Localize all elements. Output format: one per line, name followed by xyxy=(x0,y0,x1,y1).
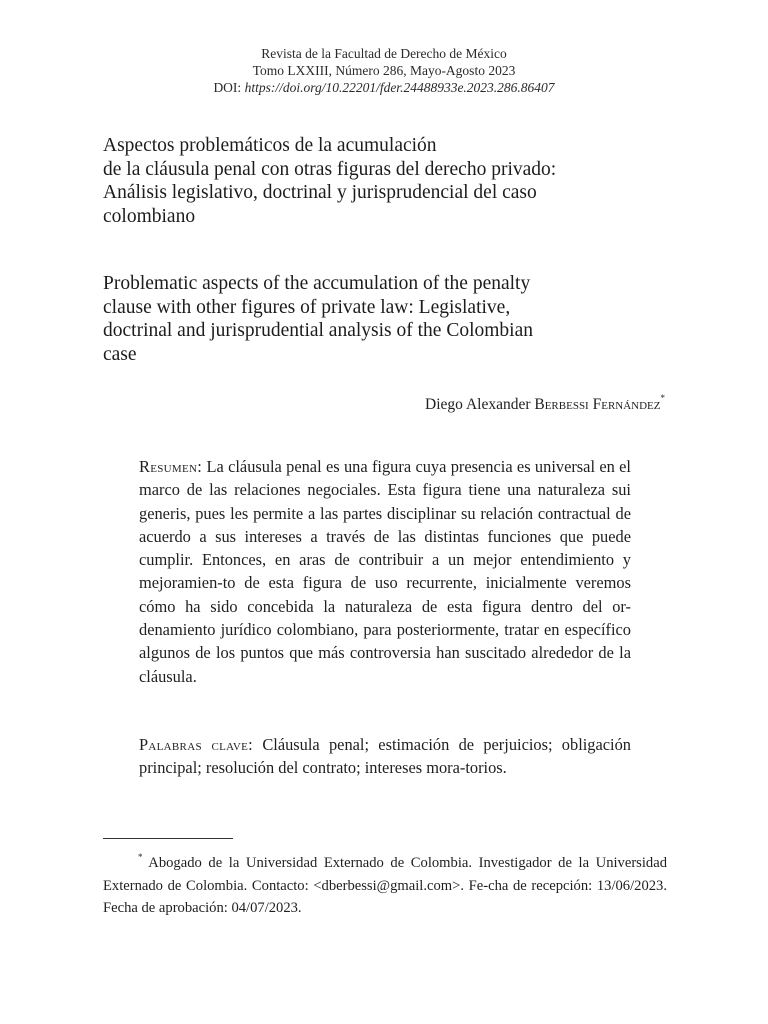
keywords-label: Palabras clave: xyxy=(139,735,254,754)
journal-header xyxy=(0,45,768,96)
title-es-line: colombiano xyxy=(103,205,196,227)
footnote-marker: * xyxy=(138,852,143,862)
title-english xyxy=(103,272,683,366)
abstract-text: La cláusula penal es una figura cuya presencia es universal en el marco de las relaciones negociales. Esta figura tiene una naturaleza sui generis, pues les permite a las partes disciplinar su relación contractual de acuerdo a sus intereses a través de las distintas funciones que puede cumplir. Entonces, en aras de contribuir a un mejor entendimiento y mejoramien-to de esta figura de uso recurrente, inicialmente veremos cómo ha sido concebida la naturaleza de esta figura dentro del or-denamiento jurídico colombiano, para posteriormente, tratar en específico algunos de los puntos que más controversia han suscitado alrededor de la cláusula. xyxy=(139,457,631,686)
doi-label: DOI: xyxy=(213,80,242,95)
title-en-line: clause with other figures of private law: Legislative, xyxy=(103,296,511,318)
title-en-line: Problematic aspects of the accumulation of the penalty xyxy=(103,273,531,294)
title-es-line: de la cláusula penal con otras figuras del derecho privado: xyxy=(103,158,557,180)
title-en-line: doctrinal and jurisprudential analysis of the Colombian xyxy=(103,320,533,341)
title-es-line: Análisis legislativo, doctrinal y jurisprudencial del caso xyxy=(103,182,537,203)
footnote-text: Abogado de la Universidad Externado de Colombia. Investigador de la Universidad Externado de Colombia. Contacto: <dberbessi@gmail.com>. Fe-cha de recepción: 13/06/2023. Fecha de aprobación: 04/07/2023. xyxy=(103,855,667,916)
abstract xyxy=(139,455,631,688)
author-footnote-marker[interactable]: * xyxy=(660,393,665,403)
keywords-text: Cláusula penal; estimación de perjuicios; obligación principal; resolución del contrato; intereses mora-torios. xyxy=(139,735,631,778)
title-spanish xyxy=(103,134,683,228)
footnote-divider xyxy=(103,838,233,839)
journal-name: Revista de la Facultad de Derecho de México xyxy=(261,46,507,61)
author-given-name: Diego Alexander xyxy=(425,396,531,413)
journal-issue: Tomo LXXIII, Número 286, Mayo-Agosto 2023 xyxy=(252,63,516,78)
abstract-label: Resumen: xyxy=(139,457,203,476)
title-en-line: case xyxy=(103,343,137,365)
footnote xyxy=(103,846,667,920)
keywords xyxy=(139,733,631,780)
doi-link[interactable]: https://doi.org/10.22201/fder.24488933e.2023.286.86407 xyxy=(244,80,555,95)
journal-doi xyxy=(0,79,768,96)
author-surname: Berbessi Fernández xyxy=(534,396,661,413)
author-line xyxy=(425,388,665,415)
title-es-line: Aspectos problemáticos de la acumulación xyxy=(103,135,437,156)
